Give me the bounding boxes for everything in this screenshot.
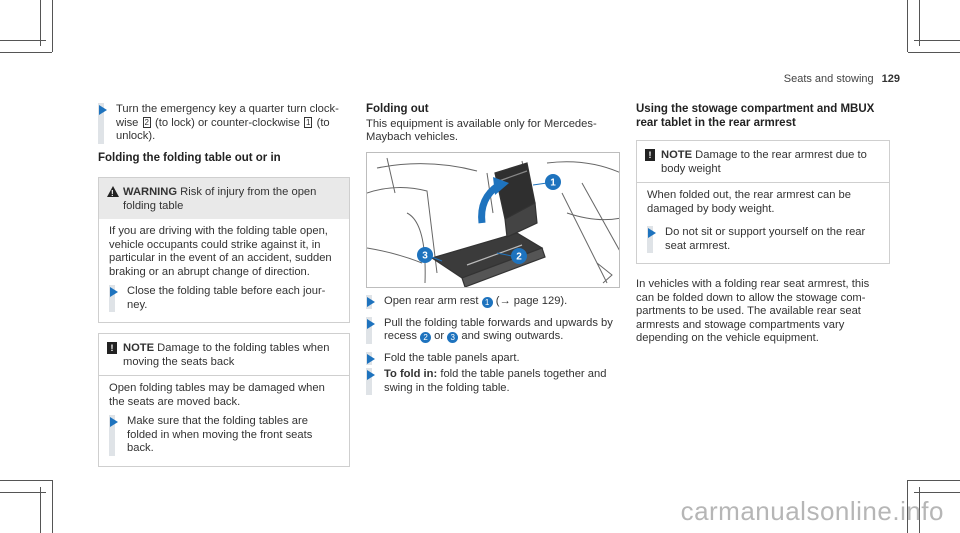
warning-text: If you are driving with the folding table open, vehicle occupants could strike against it, in particular in the event of an accident, sudden braking or an abrupt change of direction. (109, 225, 332, 278)
step-text: Pull the folding table forwards and upwards by recess (384, 316, 613, 342)
body-paragraph: In vehicles with a folding rear seat armrest, this can be folded down to allow the stowage com-partments to be used. The available rear seat armrests and stowage compartments vary depending on the vehicle equipment. (636, 278, 870, 344)
callout-ref-1: 1 (482, 297, 493, 308)
warning-step (109, 285, 339, 312)
warning-title: WARNING (123, 186, 178, 198)
step-arrow-icon (367, 354, 375, 364)
callout-1-label: 1 (550, 177, 556, 189)
note-title-text: Damage to the rear armrest due to body weight (661, 149, 867, 175)
crop-mark (0, 40, 46, 41)
warning-header (99, 178, 349, 219)
armrest-illustration (366, 152, 620, 288)
warning-title-text: Risk of injury from the open folding table (123, 186, 317, 212)
callout-ref-2: 2 (420, 332, 431, 343)
note-text: When folded out, the rear armrest can be damaged by body weight. (647, 189, 851, 215)
callout-2-label: 2 (516, 251, 522, 263)
note-step (109, 415, 339, 456)
step-arrow-icon (367, 319, 375, 329)
step-text: (to lock) or counter-clockwise (151, 116, 304, 129)
key-position-2: 2 (144, 117, 149, 127)
step-text: Fold the table panels apart. (384, 351, 520, 364)
note-box (98, 333, 350, 467)
crop-mark (0, 492, 46, 493)
step-text: (to unlock). (116, 116, 330, 142)
middle-column (366, 103, 620, 145)
step-arrow-icon (648, 228, 656, 238)
step-label: To fold in: (384, 368, 438, 380)
step-text: Make sure that the folding tables are folded in when moving the front seats back. (127, 415, 313, 454)
crop-mark (914, 40, 960, 41)
page-number: 129 (881, 73, 900, 85)
note-box (636, 140, 890, 264)
exclamation-icon: ! (645, 149, 655, 161)
left-column (98, 103, 350, 467)
note-body (637, 182, 889, 263)
step-pull-table (366, 317, 620, 344)
step-fold-in (366, 368, 620, 395)
note-title: NOTE (661, 149, 693, 161)
step-text: and swing outwards. (458, 330, 564, 342)
step-text: Open rear arm rest (384, 295, 482, 307)
step-arrow-icon (110, 287, 118, 297)
note-body (99, 375, 349, 466)
crop-mark (908, 480, 960, 481)
right-column (636, 103, 890, 346)
exclamation-icon: ! (107, 342, 117, 354)
crop-mark (907, 0, 908, 52)
crop-mark (40, 487, 41, 533)
step-fold-apart (366, 352, 620, 366)
step-arrow-icon (367, 297, 375, 307)
crop-mark (52, 480, 53, 533)
crop-mark (52, 0, 53, 52)
step-text: fold the table panels together and swing in the folding table. (384, 368, 607, 394)
page-header (784, 73, 900, 85)
section-title: Seats and stowing (783, 73, 874, 85)
step-text: or (431, 330, 448, 342)
step-text: (→ page 129). (492, 295, 568, 307)
intro-text: This equipment is available only for Mercedes-Maybach vehicles. (366, 117, 597, 143)
section-heading: Folding the folding table out or in (98, 151, 281, 164)
callout-ref-3: 3 (447, 332, 458, 343)
step-text: Turn the emergency key a quarter turn clock-wise (116, 103, 339, 129)
step-arrow-icon (110, 417, 118, 427)
note-title-text: Damage to the folding tables when moving the seats back (123, 342, 330, 368)
crop-mark (908, 52, 960, 53)
step-text: Do not sit or support yourself on the rear seat armrest. (665, 226, 866, 252)
crop-mark (0, 52, 52, 53)
note-step (647, 226, 879, 253)
warning-box (98, 177, 350, 323)
note-text: Open folding tables may be damaged when the seats are moved back. (109, 382, 325, 408)
armrest-drawing (367, 153, 620, 288)
section-heading: Folding out (366, 103, 429, 115)
watermark: carmanualsonline.info (680, 496, 944, 526)
step-open-armrest (366, 295, 620, 309)
callout-3-label: 3 (422, 250, 428, 262)
note-title: NOTE (123, 342, 155, 354)
middle-steps (366, 295, 620, 403)
step-turn-key (98, 103, 350, 144)
step-arrow-icon (367, 370, 375, 380)
warning-body (99, 219, 349, 322)
section-heading: Using the stowage compartment and MBUX rear tablet in the rear armrest (636, 103, 875, 129)
step-arrow-icon (99, 105, 107, 115)
key-position-1: 1 (306, 117, 311, 127)
note-header (637, 141, 889, 182)
warning-triangle-icon (107, 186, 119, 197)
note-header (99, 334, 349, 375)
crop-mark (914, 492, 960, 493)
crop-mark (0, 480, 52, 481)
step-text: Close the folding table before each jour-ney. (127, 285, 326, 311)
